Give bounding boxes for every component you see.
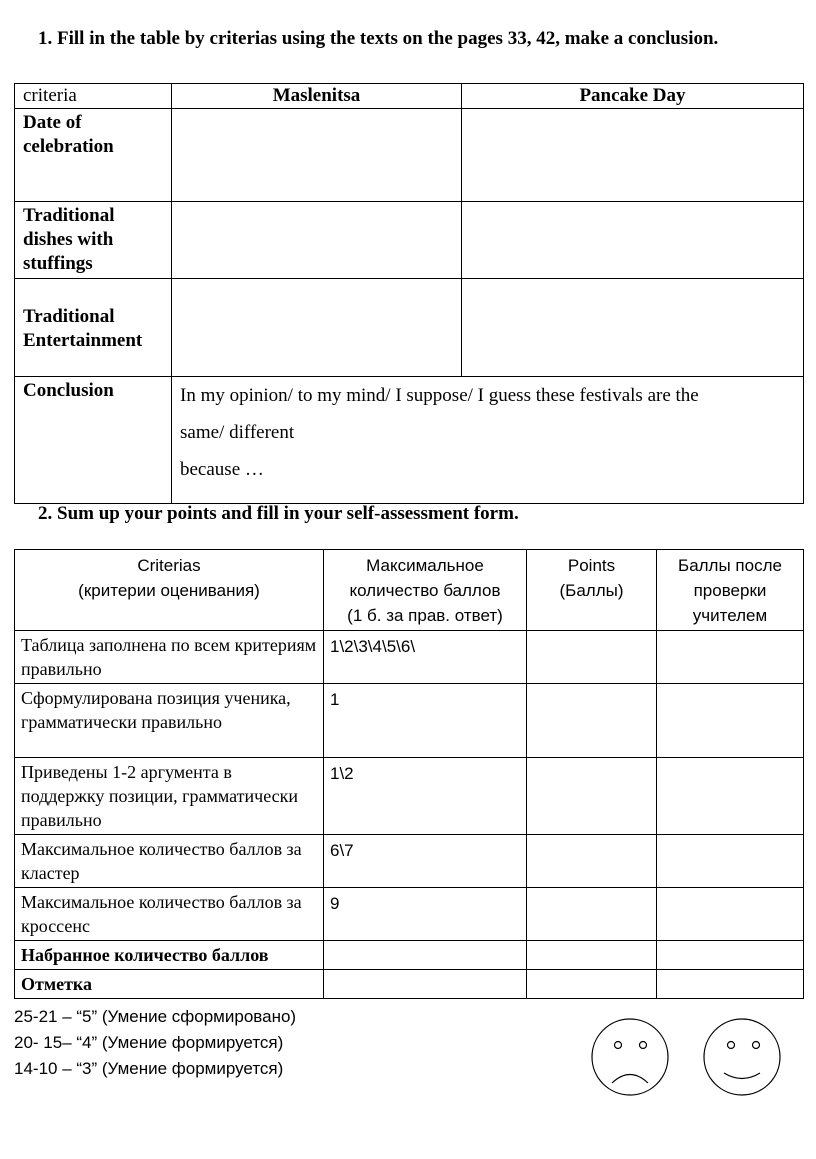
header-points [527, 550, 657, 631]
total-label: Набранное количество баллов [15, 941, 324, 970]
total-points[interactable] [527, 941, 657, 970]
header-max-line-3: (1 б. за прав. ответ) [347, 606, 503, 625]
grade-max [324, 970, 527, 999]
header-criterias [15, 550, 324, 631]
header-max-line-2: количество баллов [349, 581, 501, 600]
points-cluster[interactable] [527, 835, 657, 888]
task-2-heading: 2. Sum up your points and fill in your self-assessment form. [38, 503, 519, 524]
max-cluster: 6\7 [324, 835, 527, 888]
criterion-arguments: Приведены 1-2 аргумента в поддержку позиции, грамматически правильно [15, 758, 324, 835]
cell-maslenitsa-dishes[interactable] [172, 202, 462, 279]
header-teacher-line-2: проверки [693, 581, 767, 600]
criterion-cluster: Максимальное количество баллов за кластер [15, 835, 324, 888]
task-1-heading: 1. Fill in the table by criterias using the texts on the pages 33, 42, make a conclusion. [38, 28, 719, 49]
happy-face-icon[interactable] [704, 1019, 780, 1095]
teacher-table-filled[interactable] [657, 631, 804, 684]
points-crossens[interactable] [527, 888, 657, 941]
grade-points[interactable] [527, 970, 657, 999]
header-points-en: Points [567, 556, 616, 575]
header-teacher-line-3: учителем [692, 606, 768, 625]
teacher-arguments[interactable] [657, 758, 804, 835]
criterion-table-filled: Таблица заполнена по всем критериям правильно [15, 631, 324, 684]
conclusion-line-3: because … [180, 459, 264, 480]
grade-3-line: 14-10 – “3” (Умение формируется) [14, 1059, 284, 1078]
points-table-filled[interactable] [527, 631, 657, 684]
cell-pancake-entertainment[interactable] [462, 279, 804, 377]
header-maslenitsa: Maslenitsa [172, 84, 462, 109]
cell-maslenitsa-date[interactable] [172, 109, 462, 202]
header-points-ru: (Баллы) [559, 581, 624, 600]
header-criteria: criteria [15, 84, 172, 109]
grade-teacher[interactable] [657, 970, 804, 999]
teacher-position[interactable] [657, 684, 804, 758]
points-position[interactable] [527, 684, 657, 758]
comparison-table [14, 83, 804, 504]
criterion-entertainment: Traditional Entertainment [15, 279, 172, 377]
faces-group [590, 1016, 790, 1102]
cell-pancake-date[interactable] [462, 109, 804, 202]
header-teacher-points [657, 550, 804, 631]
criterion-date: Date of celebration [15, 109, 172, 202]
grading-scale [14, 1004, 296, 1082]
teacher-cluster[interactable] [657, 835, 804, 888]
grade-4-line: 20- 15– “4” (Умение формируется) [14, 1033, 284, 1052]
max-crossens: 9 [324, 888, 527, 941]
max-table-filled: 1\2\3\4\5\6\ [324, 631, 527, 684]
header-max-points [324, 550, 527, 631]
max-arguments: 1\2 [324, 758, 527, 835]
header-criterias-en: Criterias [137, 556, 201, 575]
criterion-crossens: Максимальное количество баллов за кроссенс [15, 888, 324, 941]
header-pancake-day: Pancake Day [462, 84, 804, 109]
conclusion-cell[interactable] [172, 377, 804, 504]
criterion-position: Сформулирована позиция ученика, грамматически правильно [15, 684, 324, 758]
conclusion-line-2: same/ different [180, 422, 295, 443]
total-max [324, 941, 527, 970]
sad-face-icon[interactable] [592, 1019, 668, 1095]
grade-5-line: 25-21 – “5” (Умение сформировано) [14, 1007, 297, 1026]
cell-maslenitsa-entertainment[interactable] [172, 279, 462, 377]
teacher-crossens[interactable] [657, 888, 804, 941]
self-assessment-table [14, 549, 804, 999]
criterion-conclusion: Conclusion [15, 377, 172, 504]
header-criterias-ru: (критерии оценивания) [78, 581, 260, 600]
total-teacher[interactable] [657, 941, 804, 970]
header-teacher-line-1: Баллы после [678, 556, 782, 575]
max-position: 1 [324, 684, 527, 758]
grade-label: Отметка [15, 970, 324, 999]
criterion-dishes: Traditional dishes with stuffings [15, 202, 172, 279]
points-arguments[interactable] [527, 758, 657, 835]
header-max-line-1: Максимальное [366, 556, 484, 575]
cell-pancake-dishes[interactable] [462, 202, 804, 279]
conclusion-line-1: In my opinion/ to my mind/ I suppose/ I guess these festivals are the [180, 385, 699, 406]
